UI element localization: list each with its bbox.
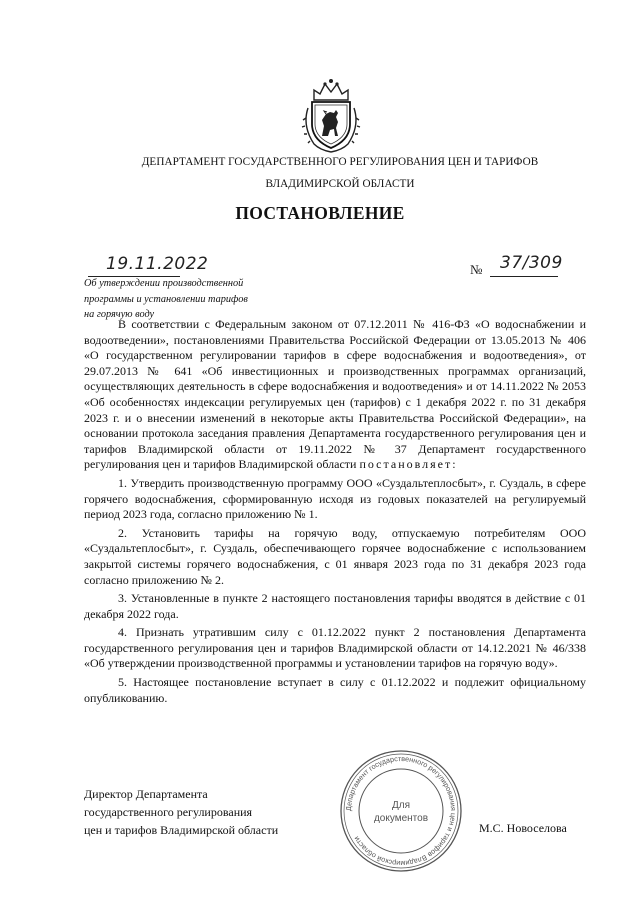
preamble-verb: постановляет: [359, 457, 458, 472]
document-subject [84, 276, 299, 323]
item-3: 3. Установленные в пункте 2 настоящего постановления тарифы вводятся в действие с 01 декабря 2022 года. [84, 591, 586, 621]
stamp-ring-text: Департамент государственного регулирования цен и тарифов Владимирской области [343, 753, 459, 869]
handwritten-number: 37/309 [500, 253, 563, 273]
stamp-center-line-2: документов [373, 813, 429, 824]
number-sign: № [470, 262, 483, 277]
item-5: 5. Настоящее постановление вступает в силу с 01.12.2022 и подлежит официальному опубликованию. [84, 675, 586, 705]
position-line-1: Директор Департамента [84, 787, 208, 801]
position-line-2: государственного регулирования [84, 805, 253, 819]
item-4: 4. Признать утратившим силу с 01.12.2022 пункт 2 постановления Департамента государственного регулирования цен и тарифов Владимирской области от 14.12.2021 № 46/338 «Об утверждении производственной программы и установлении тарифов на горячую воду». [84, 625, 586, 671]
subject-line-1: Об утверждении производственной [84, 278, 244, 289]
subject-line-2: программы и установлении тарифов [84, 293, 248, 305]
department-title-line-2: ВЛАДИМИРСКОЙ ОБЛАСТИ [265, 178, 415, 190]
preamble-text: В соответствии с Федеральным законом от 07.12.2011 № 416-ФЗ «О водоснабжении и водоотведении», постановлениями Правительства Российской Федерации от 13.05.2013 № 406 «О государственном регулировании тарифов в сфере водоснабжения и водоотведения», от 29.07.2013 № 641 «Об инвестиционных и производственных программах организаций, осуществляющих деятельность в сфере водоснабжения и водоотведения» и от 14.11.2022 № 2053 «Об особенностях индексации регулируемых цен (тарифов) с 1 декабря 2022 г. по 31 декабря 2023 г. и о внесении изменений в некоторые акты Правительства Российской Федерации», на основании протокола заседания правления Департамента государственного регулирования цен и тарифов Владимирской области от 19.11.2022 № 37 Департамент государственного регулирования цен и тарифов Владимирской области [84, 317, 586, 472]
handwritten-date: 19.11.2022 [106, 254, 209, 274]
number-underline [490, 276, 558, 277]
signatory-position [84, 785, 324, 839]
document-body [84, 317, 586, 709]
subject-line-3: на горячую воду [84, 309, 155, 320]
document-type-title: ПОСТАНОВЛЕНИЕ [235, 203, 405, 223]
department-title [60, 151, 620, 195]
stamp-center-line-1: Для [391, 800, 411, 811]
coat-of-arms-icon [300, 78, 362, 154]
department-title-line-1: ДЕПАРТАМЕНТ ГОСУДАРСТВЕННОГО РЕГУЛИРОВАНИЯ ЦЕН И ТАРИФОВ [141, 156, 539, 168]
item-2: 2. Установить тарифы на горячую воду, отпускаемую потребителям ООО «Суздальтеплосбыт», г. Суздаль, обеспечивающего горячее водоснабжение с использованием закрытой системы горячего водоснабжения, с 01 января 2023 года по 31 декабря 2023 года согласно приложению № 2. [84, 525, 586, 587]
item-1: 1. Утвердить производственную программу ООО «Суздальтеплосбыт», г. Суздаль, в сфере горячего водоснабжения, сформированную исходя из годовых показателей на регулируемый период 2023 года, согласно приложению № 1. [84, 475, 586, 522]
preamble-paragraph [84, 317, 586, 473]
position-line-3: цен и тарифов Владимирской области [84, 823, 279, 837]
signatory-name: М.С. Новоселова [479, 821, 567, 835]
official-stamp [338, 748, 464, 874]
